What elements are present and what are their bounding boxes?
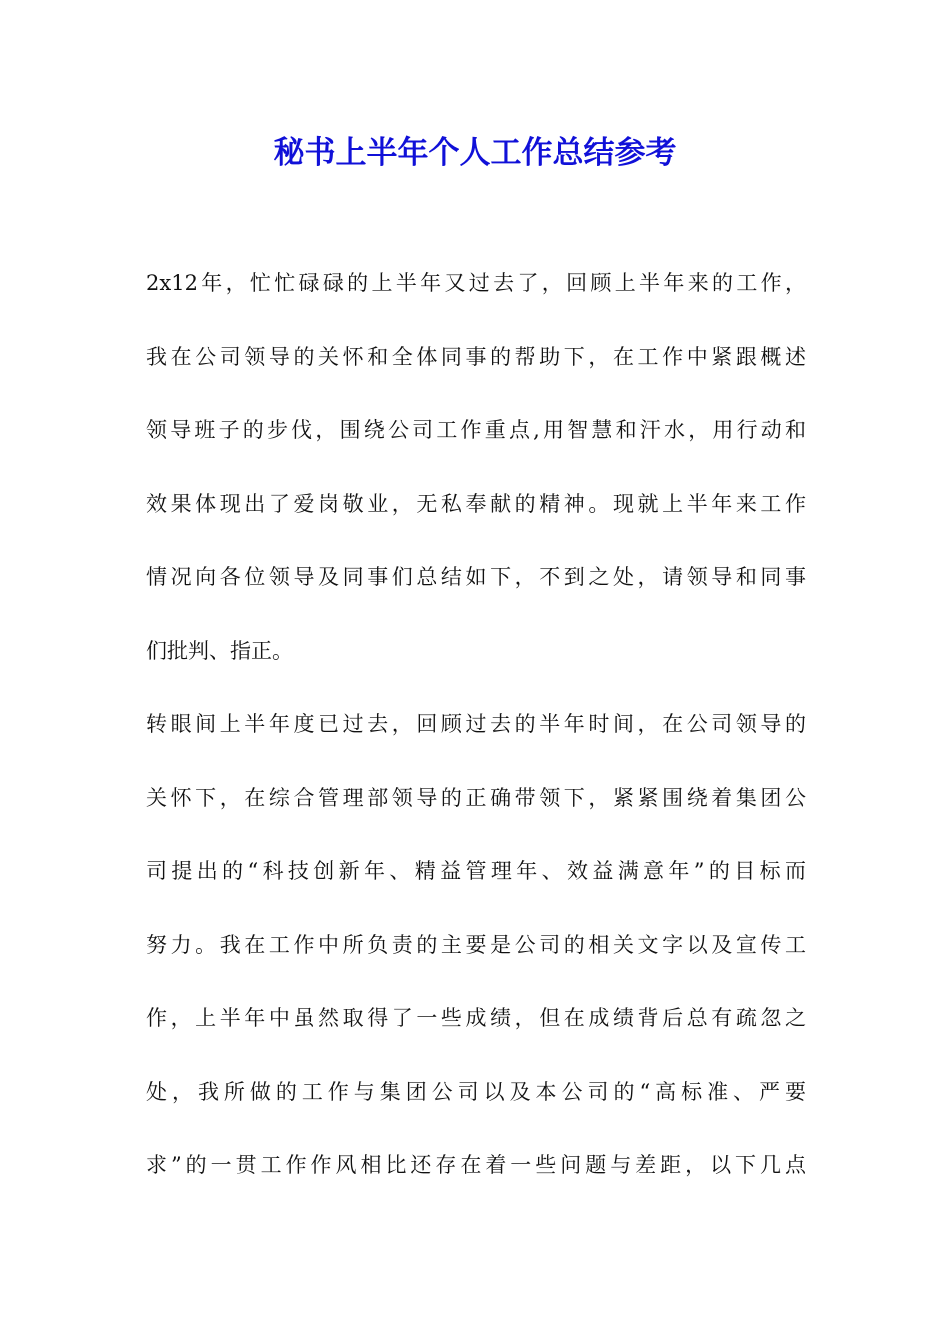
body-line-1: 2x12年，忙忙碌碌的上半年又过去了，回顾上半年来的工作， (146, 271, 806, 295)
body-line-6: 们批判、指正。 (146, 638, 293, 663)
body-line-9: 司提出的“科技创新年、精益管理年、效益满意年”的目标而 (146, 859, 806, 883)
body-line-11: 作，上半年中虽然取得了一些成绩，但在成绩背后总有疏忽之 (146, 1006, 806, 1030)
body-line-10: 努力。我在工作中所负责的主要是公司的相关文字以及宣传工 (146, 932, 806, 957)
body-line-8: 关怀下，在综合管理部领导的正确带领下，紧紧围绕着集团公 (146, 785, 806, 810)
body-line-4: 效果体现出了爱岗敬业，无私奉献的精神。现就上半年来工作 (146, 491, 806, 516)
body-line-12: 处，我所做的工作与集团公司以及本公司的“高标准、严要 (146, 1079, 806, 1104)
body-line-7: 转眼间上半年度已过去，回顾过去的半年时间，在公司领导的 (146, 712, 806, 736)
body-line-3: 领导班子的步伐，围绕公司工作重点,用智慧和汗水，用行动和 (146, 418, 806, 442)
body-line-13: 求”的一贯工作作风相比还存在着一些问题与差距，以下几点 (146, 1153, 806, 1177)
document-body (146, 263, 806, 1219)
document-title: 秘书上半年个人工作总结参考 (273, 135, 677, 171)
body-line-5: 情况向各位领导及同事们总结如下，不到之处，请领导和同事 (146, 565, 806, 589)
body-line-2: 我在公司领导的关怀和全体同事的帮助下，在工作中紧跟概述 (146, 344, 806, 369)
